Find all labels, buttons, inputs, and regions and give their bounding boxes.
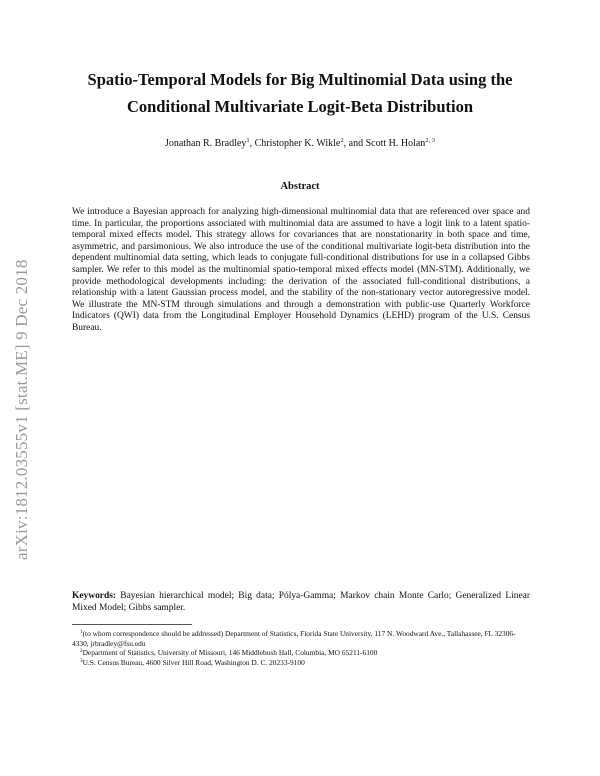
title-line-1: Spatio-Temporal Models for Big Multinomial Data using the: [87, 70, 513, 89]
footnote-mark: 3: [80, 658, 83, 665]
keywords-label: Keywords:: [72, 591, 117, 601]
abstract-text: We introduce a Bayesian approach for analyzing high-dimensional multinomial data that are referenced over space and time. In particular, the proportions associated with multinomial data are assumed to have a logit link to a latent spatio-temporal mixed effects model. This strategy allows for covariances that are nonstationarity in both space and time, asymmetric, and parsimonious. We also introduce the use of the conditional multivariate logit-beta distribution into the dependent multinomial data setting, which leads to conjugate full-conditional distributions for use in a collapsed Gibbs sampler. We refer to this model as the multinomial spatio-temporal mixed effects model (MN-STM). Additionally, we provide methodological developments including: the derivation of the associated full-conditional distributions, a relationship with a latent Gaussian process model, and the stability of the non-stationary vector autoregressive model. We illustrate the MN-STM through simulations and through a demonstration with public-use Quarterly Workforce Indicators (QWI) data from the Longitudinal Employer Household Dynamics (LEHD) program of the U.S. Census Bureau.: [72, 207, 530, 333]
author-list: [60, 137, 540, 151]
footnote-mark: 2: [80, 648, 83, 655]
footnotes: [72, 629, 530, 668]
author-separator: , and: [343, 138, 366, 149]
author-name: Scott H. Holan: [365, 138, 426, 149]
footnote-divider: [72, 624, 192, 625]
keywords-section: [72, 591, 530, 614]
author-affiliation-mark: 1: [246, 137, 250, 144]
footnote-text: (to whom correspondence should be addressed) Department of Statistics, Florida State University, 117 N. Woodward Ave., Tallahassee, FL 32306-4330, jrbradley@fsu.edu: [72, 629, 516, 648]
footnote-mark: 1: [80, 629, 83, 635]
footnote: [72, 648, 530, 658]
author-name: Jonathan R. Bradley: [164, 138, 247, 149]
paper-title: [60, 66, 540, 120]
footnote: [72, 629, 530, 648]
author-name: Christopher K. Wikle: [254, 138, 341, 149]
abstract-heading: Abstract: [280, 181, 320, 192]
title-line-2: Conditional Multivariate Logit-Beta Distribution: [126, 97, 474, 116]
footnote-text: U.S. Census Bureau, 4600 Silver Hill Road, Washington D. C. 20233-9100: [82, 658, 305, 668]
footnote-text: Department of Statistics, University of Missouri, 146 Middlebush Hall, Columbia, MO 65211-6100: [82, 648, 378, 658]
footnote: [72, 658, 530, 668]
author-separator: ,: [249, 138, 255, 149]
author-affiliation-mark: 2: [340, 137, 344, 144]
author-affiliation-mark: 2, 3: [425, 137, 436, 144]
arxiv-identifier-stamp: arXiv:1812.03555v1 [stat.ME] 9 Dec 2018: [12, 259, 31, 560]
keywords-text: Bayesian hierarchical model; Big data; Pólya-Gamma; Markov chain Monte Carlo; Generalized Linear Mixed Model; Gibbs sampler.: [72, 591, 530, 613]
